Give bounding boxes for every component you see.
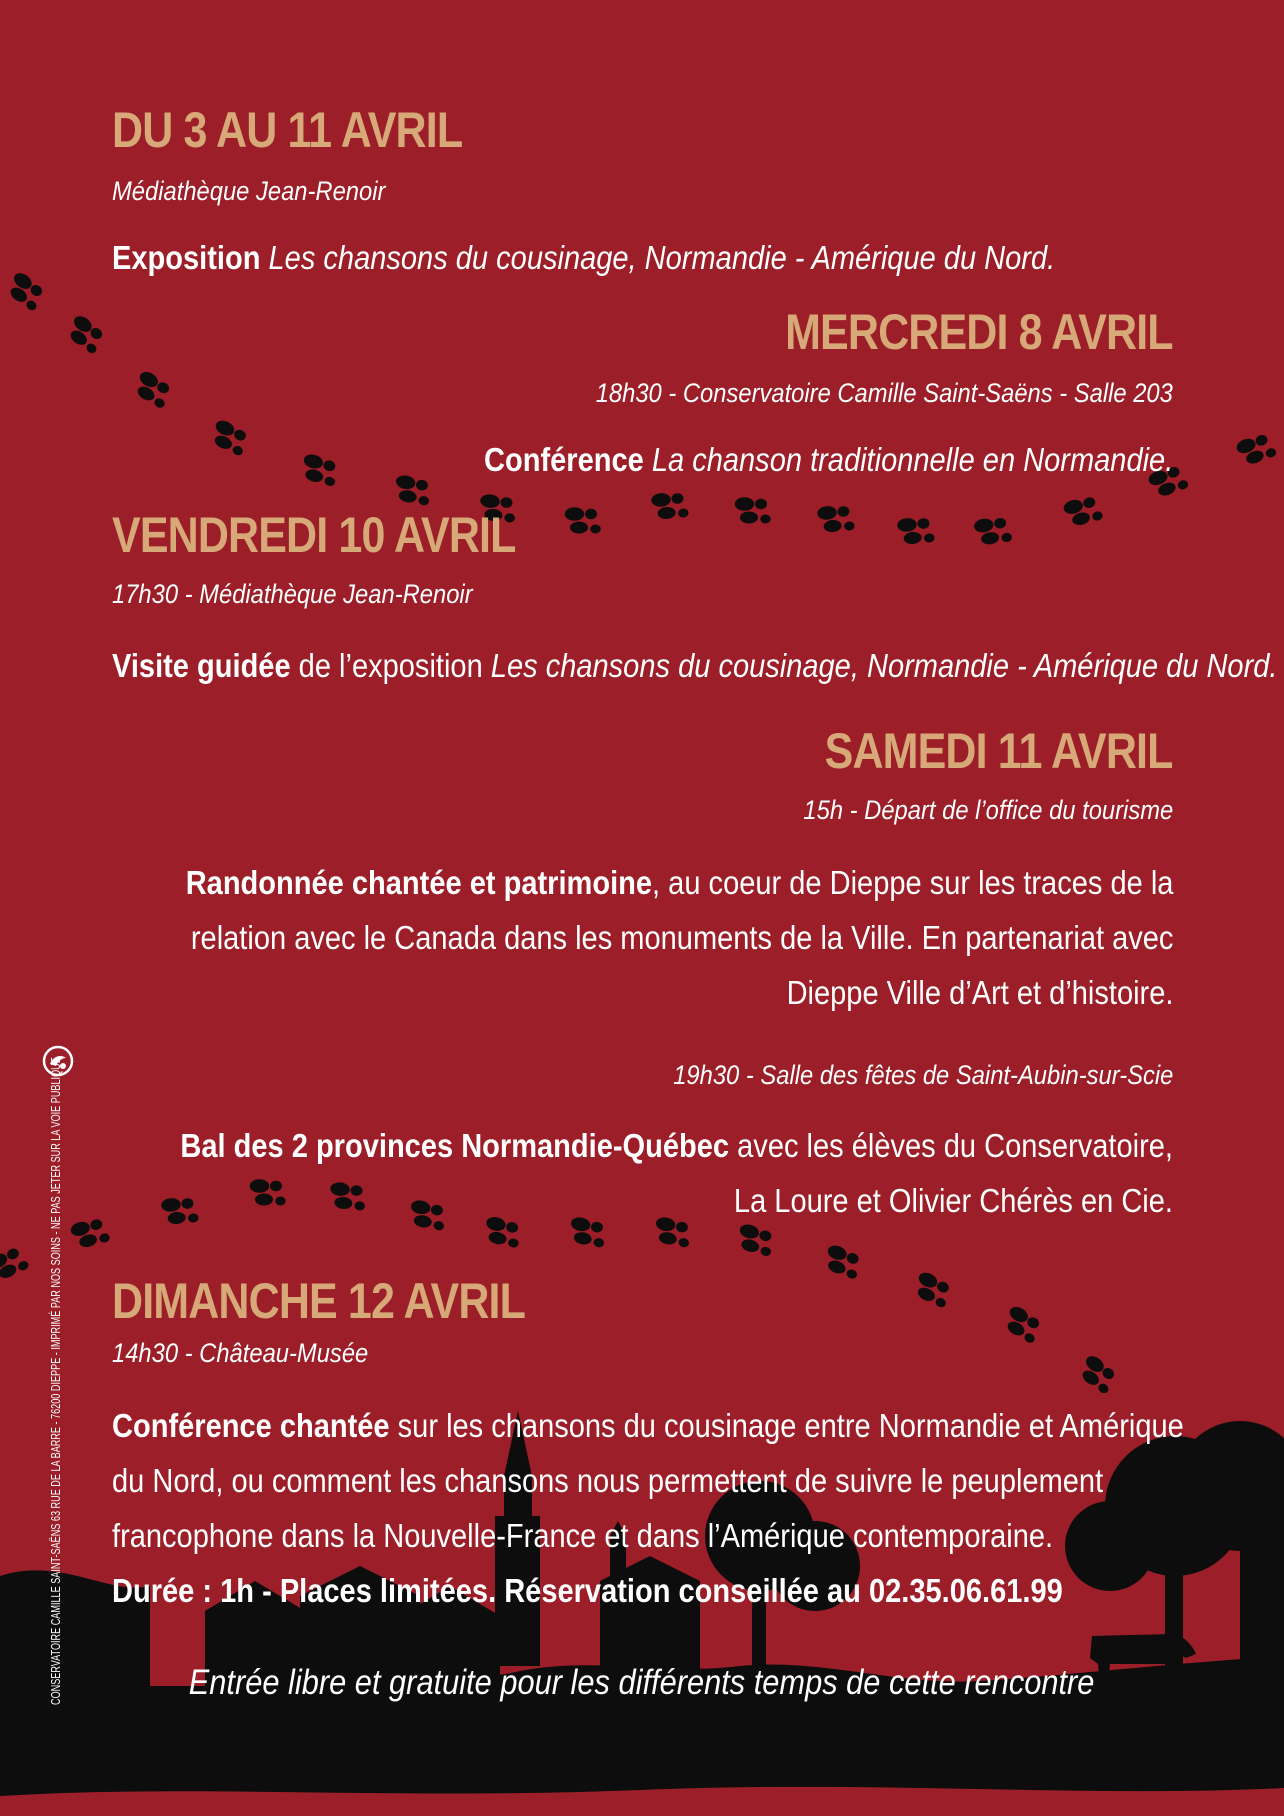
event-description-line: La Loure et Olivier Chérès en Cie. [733,1182,1173,1219]
event-description-line: Dieppe Ville d’Art et d’histoire. [786,974,1173,1011]
event-title: Les chansons du cousinage, Normandie - Amérique du Nord. [490,647,1278,684]
event-description [484,432,1173,487]
footer-wrap [0,1663,1284,1703]
event-title: Les chansons du cousinage, Normandie - Amérique du Nord. [260,239,1056,276]
event-description [180,1118,1173,1228]
event-description [112,1398,1184,1618]
event-location: 17h30 - Médiathèque Jean-Renoir [112,579,473,609]
reservation-note: Durée : 1h - Places limitées. Réservation conseillée au 02.35.06.61.99 [112,1572,1063,1609]
event-description-line: du Nord, ou comment les chansons nous permettent de suivre le peuplement [112,1462,1104,1499]
event-location: 15h - Départ de l’office du tourisme [803,795,1173,825]
event-text: de l’exposition [290,647,491,684]
footer-note: Entrée libre et gratuite pour les différents temps de cette rencontre [189,1663,1095,1702]
event-description-line [185,855,1173,910]
event-type: Conférence chantée [112,1407,390,1444]
event-location: 14h30 - Château-Musée [112,1338,369,1368]
event-description-line [112,1398,1184,1453]
event-type: Bal des 2 provinces Normandie-Québec [180,1127,730,1164]
event-date: VENDREDI 10 AVRIL [112,507,516,563]
event-description [112,638,1277,693]
event-text: sur les chansons du cousinage entre Normandie et Amérique [389,1407,1184,1444]
event-description-line: relation avec le Canada dans les monuments de la Ville. En partenariat avec [190,919,1173,956]
event-date: DIMANCHE 12 AVRIL [112,1273,526,1329]
event-location: Médiathèque Jean-Renoir [112,176,386,206]
event-title: La chanson traditionnelle en Normandie. [643,441,1173,478]
event-description-line [180,1118,1173,1173]
event-text: avec les élèves du Conservatoire, [729,1127,1173,1164]
event-type: Exposition [112,239,261,276]
event-type: Visite guidée [112,647,291,684]
event-type: Randonnée chantée et patrimoine [185,864,652,901]
event-date: MERCREDI 8 AVRIL [785,304,1173,360]
event-type: Conférence [483,441,644,478]
event-description [112,230,1055,285]
printer-credit: CONSERVATOIRE CAMILLE SAINT-SAËNS 63 RUE DE LA BARRE - 76200 DIEPPE - IMPRIMÉ PAR NOS SOINS - NE PAS JETER SUR LA VOIE PUBLIQUE [48,1057,63,1705]
event-date: DU 3 AU 11 AVRIL [112,102,463,158]
event-location: 18h30 - Conservatoire Camille Saint-Saëns - Salle 203 [595,378,1173,408]
event-location: 19h30 - Salle des fêtes de Saint-Aubin-sur-Scie [672,1060,1173,1090]
event-description-line: francophone dans la Nouvelle-France et dans l’Amérique contemporaine. [112,1517,1054,1554]
event-date: SAMEDI 11 AVRIL [825,723,1173,779]
event-description [185,855,1173,1020]
event-text: , au coeur de Dieppe sur les traces de la [651,864,1173,901]
